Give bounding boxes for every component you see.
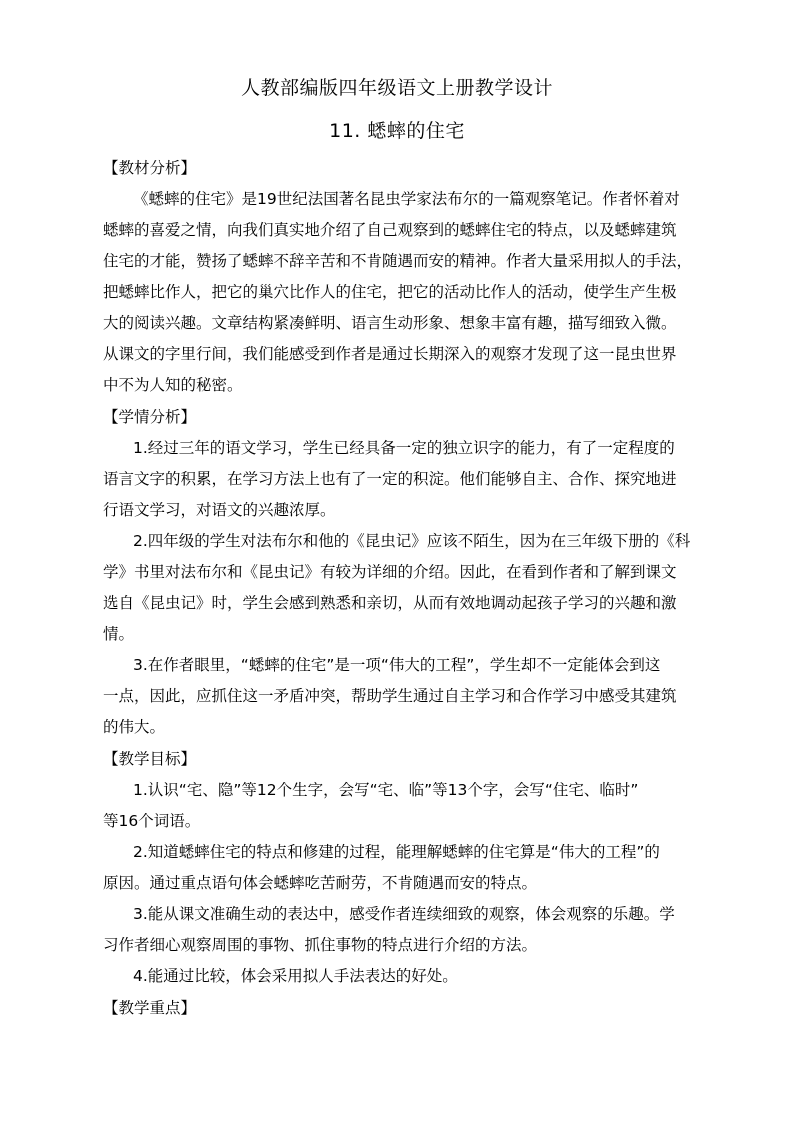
paragraph-line: 行语文学习，对语文的兴趣浓厚。 — [103, 501, 336, 519]
paragraph-line: 一点，因此，应抓住这一矛盾冲突，帮助学生通过自主学习和合作学习中感受其建筑 — [103, 687, 677, 705]
paragraph-line: 中不为人知的秘密。 — [103, 376, 243, 394]
paragraph-line: 1.经过三年的语文学习，学生已经具备一定的独立识字的能力，有了一定程度的 — [133, 439, 675, 457]
paragraph-line: 等16个词语。 — [103, 812, 201, 830]
paragraph-line: 3.能从课文准确生动的表达中，感受作者连续细致的观察，体会观察的乐趣。学 — [133, 905, 675, 923]
paragraph-line: 2.知道蟋蟀住宅的特点和修建的过程，能理解蟋蟀的住宅算是“伟大的工程”的 — [133, 843, 660, 861]
paragraph-line: 从课文的字里行间，我们能感受到作者是通过长期深入的观察才发现了这一昆虫世界 — [103, 345, 677, 363]
paragraph-line: 的伟大。 — [103, 718, 166, 736]
paragraph-line: 语言文字的积累，在学习方法上也有了一定的积淀。他们能够自主、合作、探究地进 — [103, 470, 677, 488]
paragraph-line: 把蟋蟀比作人，把它的巢穴比作人的住宅，把它的活动比作人的活动，使学生产生极 — [103, 283, 677, 301]
paragraph-line: 2.四年级的学生对法布尔和他的《昆虫记》应该不陌生，因为在三年级下册的《科 — [133, 532, 691, 550]
paragraph-line: 4.能通过比较，体会采用拟人手法表达的好处。 — [133, 967, 458, 985]
lesson-title: 11. 蟋蟀的住宅 — [329, 120, 465, 142]
paragraph-line: 原因。通过重点语句体会蟋蟀吃苦耐劳，不肯随遇而安的特点。 — [103, 874, 538, 892]
paragraph-line: 蟋蟀的喜爱之情，向我们真实地介绍了自己观察到的蟋蟀住宅的特点，以及蟋蟀建筑 — [103, 221, 677, 239]
document-title: 人教部编版四年级语文上册教学设计 — [240, 77, 553, 99]
paragraph-line: 3.在作者眼里，“蟋蟀的住宅”是一项“伟大的工程”，学生却不一定能体会到这 — [133, 656, 661, 674]
section-heading-teaching-focus: 【教学重点】 — [103, 999, 197, 1017]
paragraph-line: 习作者细心观察周围的事物、抓住事物的特点进行介绍的方法。 — [103, 936, 538, 954]
paragraph-line: 1.认识“宅、隐”等12个生字，会写“宅、临”等13个字，会写“住宅、临时” — [133, 781, 639, 799]
section-heading-textbook-analysis: 【教材分析】 — [103, 159, 197, 177]
paragraph-line: 《蟋蟀的住宅》是19世纪法国著名昆虫学家法布尔的一篇观察笔记。作者怀着对 — [133, 190, 680, 208]
paragraph-line: 选自《昆虫记》时，学生会感到熟悉和亲切，从而有效地调动起孩子学习的兴趣和激 — [103, 594, 677, 612]
paragraph-line: 住宅的才能，赞扬了蟋蟀不辞辛苦和不肯随遇而安的精神。作者大量采用拟人的手法， — [103, 252, 693, 270]
paragraph-line: 大的阅读兴趣。文章结构紧凑鲜明、语言生动形象、想象丰富有趣，描写细致入微。 — [103, 314, 677, 332]
paragraph-line: 情。 — [103, 625, 135, 643]
section-heading-teaching-goals: 【教学目标】 — [103, 750, 197, 768]
section-heading-student-analysis: 【学情分析】 — [103, 408, 197, 426]
paragraph-line: 学》书里对法布尔和《昆虫记》有较为详细的介绍。因此，在看到作者和了解到课文 — [103, 563, 677, 581]
